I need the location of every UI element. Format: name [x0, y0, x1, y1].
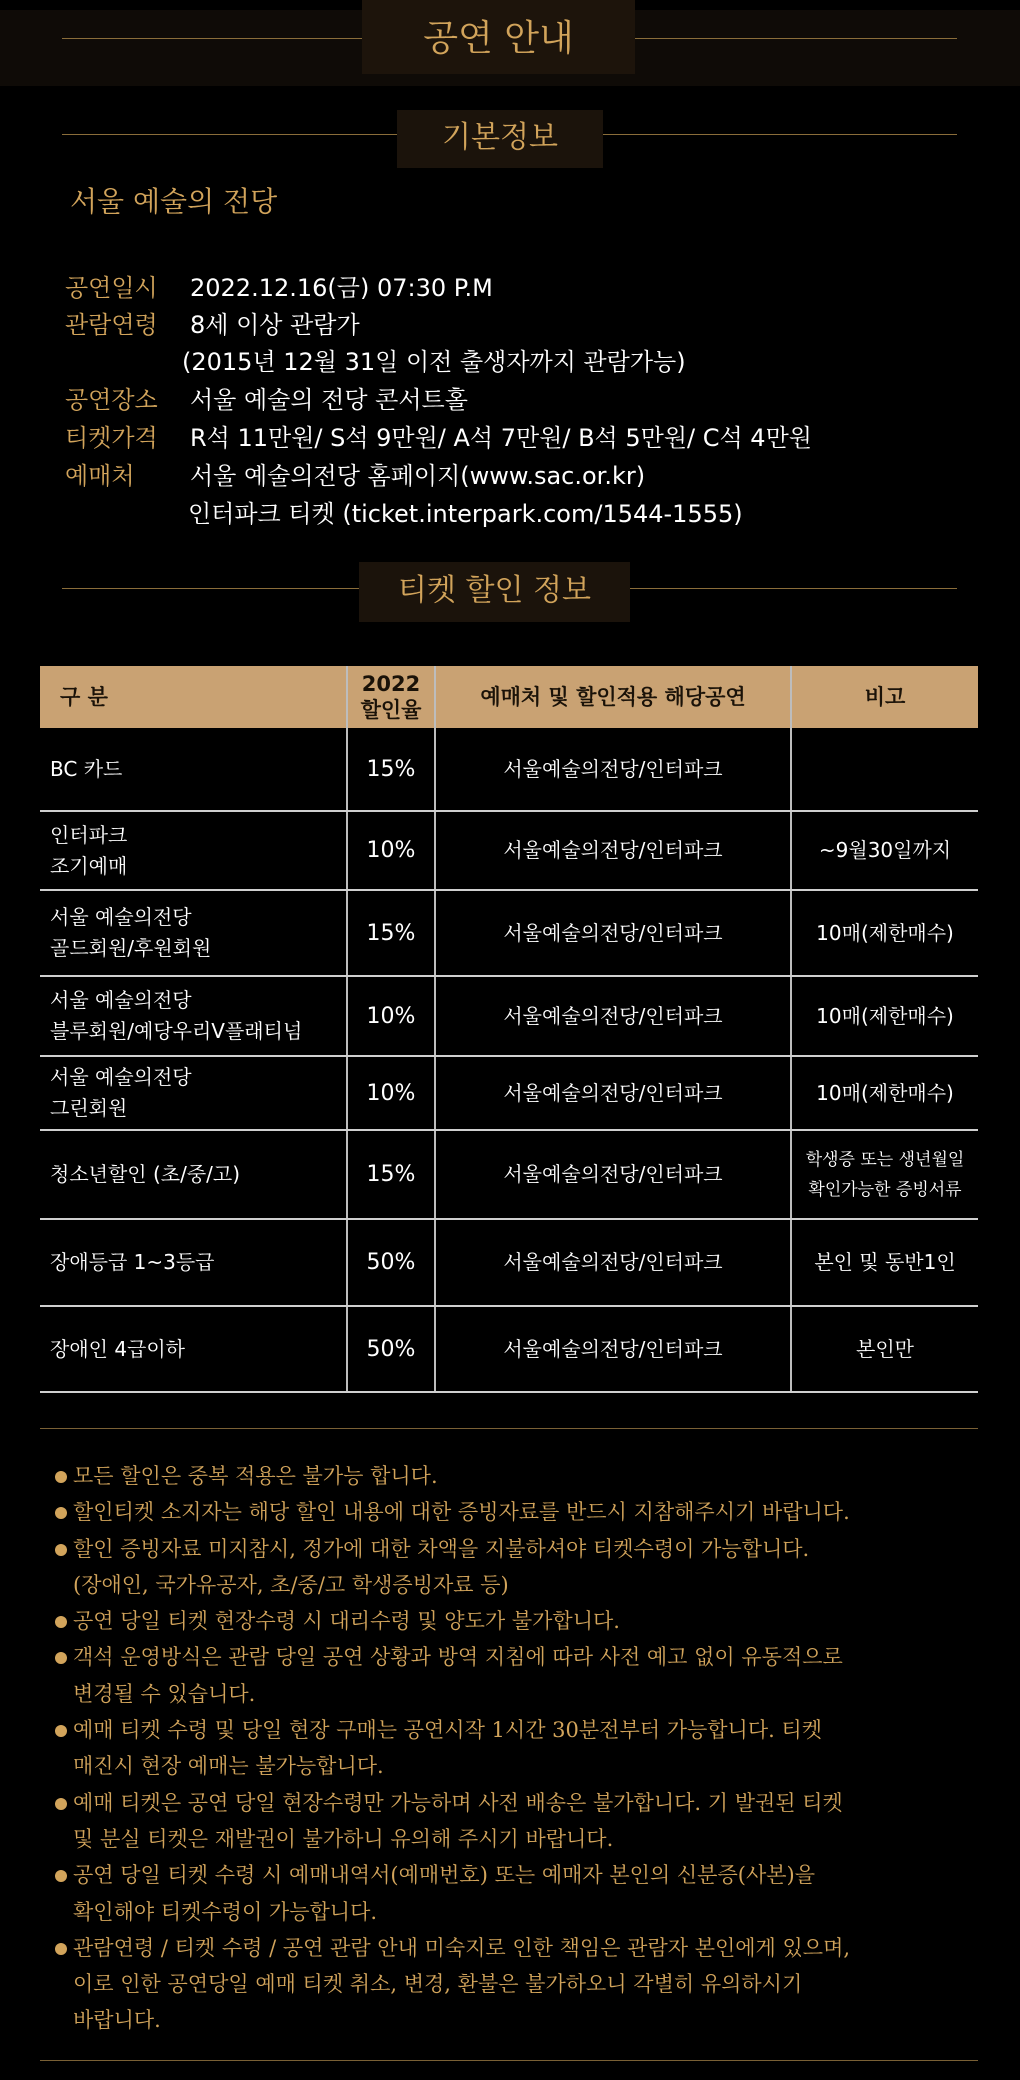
category-cell	[40, 728, 347, 811]
notice-text: 이로 인한 공연당일 예매 티켓 취소, 변경, 환불은 불가하오니 각별히 유의하시기	[73, 1972, 803, 1997]
notice-item	[55, 1930, 995, 2039]
category-text: 인터파크	[50, 822, 128, 847]
category-cell	[40, 890, 347, 976]
bullet-icon	[55, 1943, 67, 1955]
bullet-icon	[55, 1798, 67, 1810]
notice-text: 할인 증빙자료 미지참시, 정가에 대한 차액을 지불하셔야 티켓수령이 가능합니다.	[73, 1536, 810, 1561]
divider-line	[603, 134, 957, 135]
notice-text: 모든 할인은 중복 적용은 불가능 합니다.	[73, 1464, 438, 1488]
info-value: 8세 이상 관람가	[190, 311, 360, 339]
notice-text: 매진시 현장 예매는 불가능합니다.	[73, 1754, 384, 1779]
vendor-cell: 서울예술의전당/인터파크	[435, 728, 791, 811]
note-cell	[791, 1219, 978, 1306]
category-text: 블루회원/예당우리V플래티넘	[50, 1019, 303, 1043]
bullet-icon	[55, 1616, 67, 1628]
vendor-cell: 서울예술의전당/인터파크	[435, 1056, 791, 1130]
note-cell	[791, 890, 978, 976]
info-value-continued: 인터파크 티켓 (ticket.interpark.com/1544-1555)	[188, 500, 743, 528]
column-header-rate-label: 할인율	[360, 698, 422, 722]
table-header-row	[40, 666, 978, 728]
notice-item	[55, 1785, 995, 1858]
notice-item	[55, 1712, 995, 1785]
discount-table	[40, 666, 978, 1393]
column-header-note: 비고	[791, 666, 978, 728]
category-text: BC 카드	[50, 756, 123, 781]
bullet-icon	[55, 1870, 67, 1882]
table-row	[40, 1130, 978, 1219]
notice-text: 공연 당일 티켓 현장수령 시 대리수령 및 양도가 불가합니다.	[73, 1609, 620, 1634]
discount-info-title: 티켓 할인 정보	[359, 562, 630, 622]
info-value: R석 11만원/ S석 9만원/ A석 7만원/ B석 5만원/ C석 4만원	[190, 424, 812, 452]
info-label: 예매처	[65, 462, 135, 490]
note-cell	[791, 976, 978, 1056]
page-title: 공연 안내	[362, 0, 635, 74]
category-text: 조기예매	[50, 853, 128, 878]
bullet-icon	[55, 1725, 67, 1737]
category-text: 서울 예술의전당	[50, 1065, 192, 1089]
note-text: ~9월30일까지	[818, 838, 952, 862]
notice-text: 변경될 수 있습니다.	[73, 1681, 256, 1706]
info-value-continued: (2015년 12월 31일 이전 출생자까지 관람가능)	[182, 348, 686, 376]
divider-line	[635, 38, 957, 39]
divider-line	[62, 588, 359, 589]
table-row	[40, 1306, 978, 1392]
info-label: 공연장소	[65, 386, 158, 414]
category-cell	[40, 1130, 347, 1219]
notice-item	[55, 1494, 995, 1530]
table-row	[40, 1219, 978, 1306]
category-cell	[40, 1306, 347, 1392]
notice-text: 관람연령 / 티켓 수령 / 공연 관람 안내 미숙지로 인한 책임은 관람자 본인에게 있으며,	[73, 1935, 851, 1960]
rate-cell: 15%	[347, 890, 435, 976]
note-cell	[791, 1056, 978, 1130]
category-text: 장애등급 1~3등급	[50, 1250, 215, 1274]
category-text: 서울 예술의전당	[50, 905, 192, 929]
vendor-cell: 서울예술의전당/인터파크	[435, 1130, 791, 1219]
divider-line	[62, 38, 362, 39]
info-label: 티켓가격	[65, 424, 158, 452]
table-row	[40, 811, 978, 890]
note-cell	[791, 1306, 978, 1392]
note-text: 10매(제한매수)	[816, 1080, 954, 1105]
note-text: 본인만	[856, 1336, 914, 1361]
notice-text: 공연 당일 티켓 수령 시 예매내역서(예매번호) 또는 예매자 본인의 신분증(사본)을	[73, 1863, 815, 1888]
vendor-cell: 서울예술의전당/인터파크	[435, 1306, 791, 1392]
info-row-price	[65, 418, 812, 453]
info-value: 서울 예술의 전당 콘서트홀	[190, 386, 468, 414]
info-row-date	[65, 268, 493, 303]
info-value: 2022.12.16(금) 07:30 P.M	[190, 274, 493, 302]
bullet-icon	[55, 1652, 67, 1664]
note-cell	[791, 728, 978, 811]
bullet-icon	[55, 1507, 67, 1519]
notice-text: 객석 운영방식은 관람 당일 공연 상황과 방역 지침에 따라 사전 예고 없이 유동적으로	[73, 1645, 843, 1670]
notice-list	[55, 1458, 995, 2039]
notice-text: (장애인, 국가유공자, 초/중/고 학생증빙자료 등)	[73, 1572, 509, 1597]
category-cell	[40, 811, 347, 890]
note-text: 본인 및 동반1인	[814, 1250, 956, 1274]
rate-cell: 15%	[347, 1130, 435, 1219]
notice-text: 및 분실 티켓은 재발권이 불가하니 유의해 주시기 바랍니다.	[73, 1826, 614, 1851]
category-text: 장애인 4급이하	[50, 1336, 186, 1361]
column-header-vendor: 예매처 및 할인적용 해당공연	[435, 666, 791, 728]
divider-line	[40, 2060, 978, 2061]
category-cell	[40, 1056, 347, 1130]
vendor-cell: 서울예술의전당/인터파크	[435, 890, 791, 976]
rate-cell: 15%	[347, 728, 435, 811]
info-value: 서울 예술의전당 홈페이지(www.sac.or.kr)	[190, 462, 646, 490]
notice-text: 바랍니다.	[73, 2008, 161, 2033]
column-header-year: 2022	[361, 672, 421, 696]
notice-text: 예매 티켓 수령 및 당일 현장 구매는 공연시작 1시간 30분전부터 가능합니다. 티켓	[73, 1718, 823, 1743]
notice-item	[55, 1639, 995, 1712]
notice-text: 예매 티켓은 공연 당일 현장수령만 가능하며 사전 배송은 불가합니다. 기 발권된 티켓	[73, 1790, 843, 1815]
note-text: 10매(제한매수)	[816, 1003, 954, 1028]
note-cell	[791, 1130, 978, 1219]
rate-cell: 10%	[347, 1056, 435, 1130]
table-row	[40, 1056, 978, 1130]
notice-text: 확인해야 티켓수령이 가능합니다.	[73, 1899, 378, 1924]
table-row	[40, 890, 978, 976]
info-row-venue	[65, 380, 468, 415]
category-cell	[40, 1219, 347, 1306]
note-text: 10매(제한매수)	[816, 920, 954, 945]
notice-item	[55, 1458, 995, 1494]
rate-cell: 50%	[347, 1219, 435, 1306]
note-text: 학생증 또는 생년월일	[805, 1149, 965, 1170]
info-row-age	[65, 305, 360, 340]
divider-line	[62, 134, 397, 135]
vendor-cell: 서울예술의전당/인터파크	[435, 1219, 791, 1306]
rate-cell: 50%	[347, 1306, 435, 1392]
bullet-icon	[55, 1544, 67, 1556]
notice-item	[55, 1857, 995, 1930]
rate-cell: 10%	[347, 811, 435, 890]
venue-name: 서울 예술의 전당	[70, 185, 278, 218]
notice-item	[55, 1531, 995, 1604]
category-text: 골드회원/후원회원	[50, 936, 212, 960]
table-row	[40, 728, 978, 811]
bullet-icon	[55, 1471, 67, 1483]
rate-cell: 10%	[347, 976, 435, 1056]
note-cell	[791, 811, 978, 890]
notice-item	[55, 1603, 995, 1639]
category-text: 청소년할인 (초/중/고)	[50, 1162, 240, 1186]
vendor-cell: 서울예술의전당/인터파크	[435, 811, 791, 890]
divider-line	[40, 1428, 978, 1429]
info-label: 공연일시	[65, 274, 158, 302]
info-label: 관람연령	[65, 311, 158, 339]
category-text: 서울 예술의전당	[50, 988, 192, 1012]
vendor-cell: 서울예술의전당/인터파크	[435, 976, 791, 1056]
category-text: 그린회원	[50, 1096, 128, 1120]
notice-text: 할인티켓 소지자는 해당 할인 내용에 대한 증빙자료를 반드시 지참해주시기 바랍니다.	[73, 1500, 850, 1525]
note-text: 확인가능한 증빙서류	[808, 1179, 962, 1200]
info-row-booking	[65, 456, 645, 491]
table-row	[40, 976, 978, 1056]
divider-line	[630, 588, 957, 589]
category-cell	[40, 976, 347, 1056]
column-header-category: 구 분	[40, 666, 347, 728]
basic-info-title: 기본정보	[397, 110, 603, 168]
column-header-rate	[347, 666, 435, 728]
